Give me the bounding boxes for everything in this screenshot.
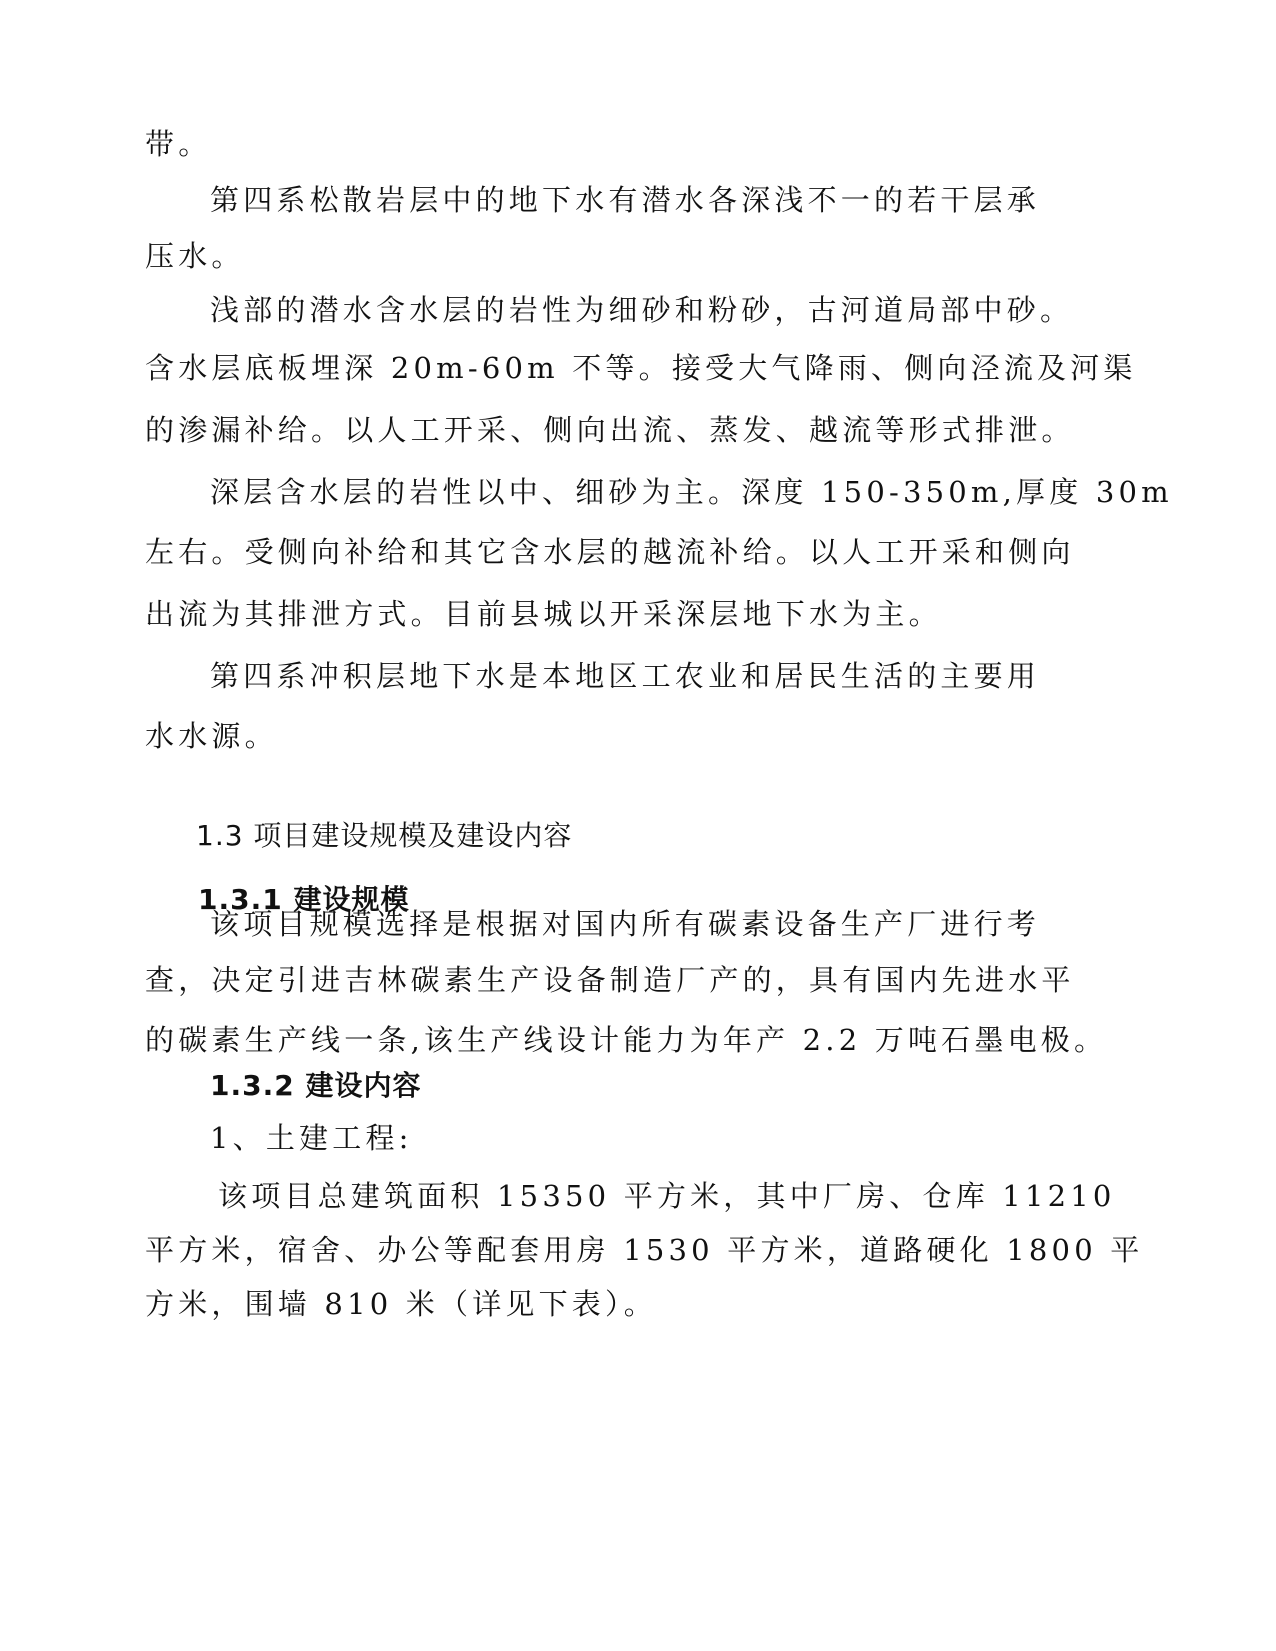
section-heading: 1.3 项目建设规模及建设内容: [196, 819, 573, 852]
paragraph-line: 的渗漏补给。以人工开采、侧向出流、蒸发、越流等形式排泄。: [145, 413, 1075, 447]
paragraph-line: 第四系松散岩层中的地下水有潜水各深浅不一的若干层承: [210, 183, 1041, 217]
paragraph-line: 出流为其排泄方式。目前县城以开采深层地下水为主。: [145, 597, 942, 631]
paragraph-line: 深层含水层的岩性以中、细砂为主。深度 150-350m,厚度 30m: [210, 475, 1173, 509]
paragraph-line: 的碳素生产线一条,该生产线设计能力为年产 2.2 万吨石墨电极。: [145, 1023, 1108, 1057]
paragraph-line: 压水。: [145, 239, 245, 273]
paragraph-line: 左右。受侧向补给和其它含水层的越流补给。以人工开采和侧向: [145, 535, 1075, 569]
paragraph-line: 1、土建工程:: [210, 1121, 413, 1155]
paragraph-line: 该项目规模选择是根据对国内所有碳素设备生产厂进行考: [210, 907, 1041, 941]
paragraph-line: 查，决定引进吉林碳素生产设备制造厂产的，具有国内先进水平: [145, 963, 1075, 997]
paragraph-line: 第四系冲积层地下水是本地区工农业和居民生活的主要用: [210, 659, 1041, 693]
paragraph-line: 方米，围墙 810 米（详见下表）。: [145, 1287, 657, 1321]
paragraph-line: 带。: [145, 127, 212, 161]
paragraph-line: 浅部的潜水含水层的岩性为细砂和粉砂，古河道局部中砂。: [210, 293, 1074, 327]
paragraph-line: 含水层底板埋深 20m-60m 不等。接受大气降雨、侧向泾流及河渠: [145, 351, 1137, 385]
subsection-heading: 1.3.2 建设内容: [210, 1069, 422, 1102]
paragraph-line: 平方米，宿舍、办公等配套用房 1530 平方米，道路硬化 1800 平: [145, 1233, 1144, 1267]
paragraph-line: 水水源。: [145, 719, 278, 753]
subsection-heading: 1.3.1 建设规模: [198, 883, 410, 916]
paragraph-line: 该项目总建筑面积 15350 平方米，其中厂房、仓库 11210: [218, 1179, 1116, 1213]
